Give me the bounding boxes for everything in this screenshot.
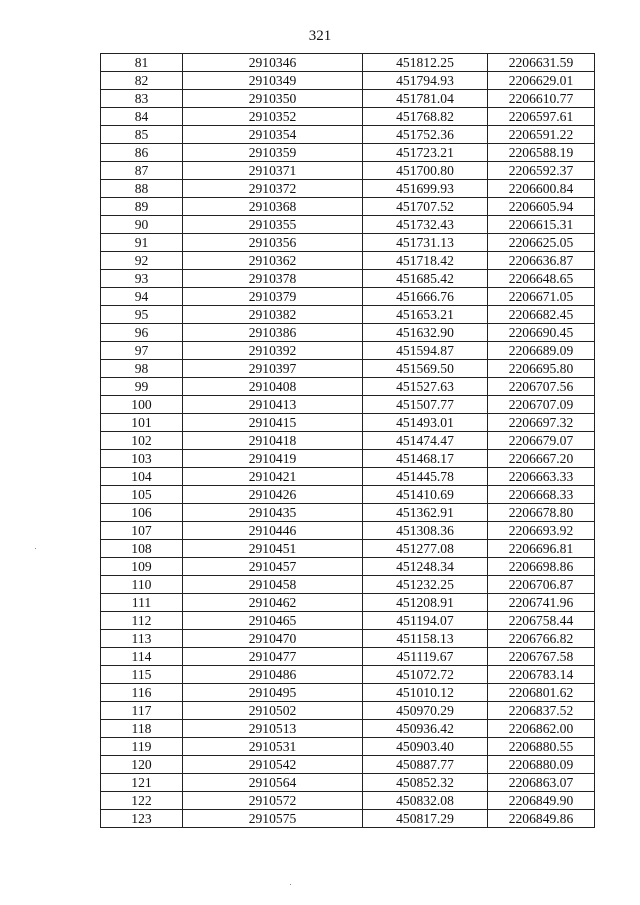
y-coordinate-cell: 2206697.32 — [488, 414, 595, 432]
table-row — [101, 396, 595, 414]
row-number-cell: 89 — [101, 198, 183, 216]
y-coordinate-cell: 2206707.09 — [488, 396, 595, 414]
point-id-cell: 2910355 — [183, 216, 363, 234]
y-coordinate-cell: 2206696.81 — [488, 540, 595, 558]
table-row — [101, 666, 595, 684]
row-number-cell: 99 — [101, 378, 183, 396]
coordinates-table-body — [101, 54, 595, 828]
row-number-cell: 111 — [101, 594, 183, 612]
y-coordinate-cell: 2206690.45 — [488, 324, 595, 342]
row-number-cell: 90 — [101, 216, 183, 234]
y-coordinate-cell: 2206591.22 — [488, 126, 595, 144]
y-coordinate-cell: 2206837.52 — [488, 702, 595, 720]
y-coordinate-cell: 2206706.87 — [488, 576, 595, 594]
x-coordinate-cell: 451781.04 — [363, 90, 488, 108]
x-coordinate-cell: 451010.12 — [363, 684, 488, 702]
table-row — [101, 288, 595, 306]
y-coordinate-cell: 2206758.44 — [488, 612, 595, 630]
y-coordinate-cell: 2206605.94 — [488, 198, 595, 216]
table-row — [101, 468, 595, 486]
y-coordinate-cell: 2206880.55 — [488, 738, 595, 756]
table-row — [101, 360, 595, 378]
point-id-cell: 2910408 — [183, 378, 363, 396]
table-row — [101, 576, 595, 594]
row-number-cell: 84 — [101, 108, 183, 126]
point-id-cell: 2910513 — [183, 720, 363, 738]
table-row — [101, 414, 595, 432]
x-coordinate-cell: 451158.13 — [363, 630, 488, 648]
table-row — [101, 378, 595, 396]
point-id-cell: 2910446 — [183, 522, 363, 540]
table-row — [101, 72, 595, 90]
table-row — [101, 774, 595, 792]
x-coordinate-cell: 451752.36 — [363, 126, 488, 144]
x-coordinate-cell: 450970.29 — [363, 702, 488, 720]
table-row — [101, 810, 595, 828]
point-id-cell: 2910470 — [183, 630, 363, 648]
y-coordinate-cell: 2206863.07 — [488, 774, 595, 792]
row-number-cell: 118 — [101, 720, 183, 738]
x-coordinate-cell: 451594.87 — [363, 342, 488, 360]
y-coordinate-cell: 2206671.05 — [488, 288, 595, 306]
x-coordinate-cell: 451474.47 — [363, 432, 488, 450]
scan-speck — [35, 548, 36, 549]
table-row — [101, 180, 595, 198]
row-number-cell: 85 — [101, 126, 183, 144]
x-coordinate-cell: 451362.91 — [363, 504, 488, 522]
point-id-cell: 2910421 — [183, 468, 363, 486]
row-number-cell: 121 — [101, 774, 183, 792]
row-number-cell: 104 — [101, 468, 183, 486]
row-number-cell: 101 — [101, 414, 183, 432]
row-number-cell: 103 — [101, 450, 183, 468]
point-id-cell: 2910426 — [183, 486, 363, 504]
x-coordinate-cell: 451768.82 — [363, 108, 488, 126]
x-coordinate-cell: 450817.29 — [363, 810, 488, 828]
point-id-cell: 2910346 — [183, 54, 363, 72]
table-row — [101, 306, 595, 324]
table-row — [101, 594, 595, 612]
y-coordinate-cell: 2206767.58 — [488, 648, 595, 666]
row-number-cell: 117 — [101, 702, 183, 720]
point-id-cell: 2910435 — [183, 504, 363, 522]
row-number-cell: 82 — [101, 72, 183, 90]
y-coordinate-cell: 2206679.07 — [488, 432, 595, 450]
x-coordinate-cell: 451718.42 — [363, 252, 488, 270]
point-id-cell: 2910415 — [183, 414, 363, 432]
x-coordinate-cell: 450903.40 — [363, 738, 488, 756]
y-coordinate-cell: 2206689.09 — [488, 342, 595, 360]
table-row — [101, 522, 595, 540]
x-coordinate-cell: 450887.77 — [363, 756, 488, 774]
x-coordinate-cell: 451707.52 — [363, 198, 488, 216]
table-row — [101, 108, 595, 126]
x-coordinate-cell: 451194.07 — [363, 612, 488, 630]
y-coordinate-cell: 2206615.31 — [488, 216, 595, 234]
point-id-cell: 2910386 — [183, 324, 363, 342]
row-number-cell: 120 — [101, 756, 183, 774]
row-number-cell: 109 — [101, 558, 183, 576]
x-coordinate-cell: 451732.43 — [363, 216, 488, 234]
point-id-cell: 2910502 — [183, 702, 363, 720]
point-id-cell: 2910372 — [183, 180, 363, 198]
x-coordinate-cell: 450936.42 — [363, 720, 488, 738]
point-id-cell: 2910451 — [183, 540, 363, 558]
table-row — [101, 702, 595, 720]
table-row — [101, 432, 595, 450]
x-coordinate-cell: 451277.08 — [363, 540, 488, 558]
row-number-cell: 83 — [101, 90, 183, 108]
point-id-cell: 2910379 — [183, 288, 363, 306]
table-row — [101, 324, 595, 342]
table-row — [101, 162, 595, 180]
row-number-cell: 106 — [101, 504, 183, 522]
table-row — [101, 540, 595, 558]
y-coordinate-cell: 2206849.90 — [488, 792, 595, 810]
y-coordinate-cell: 2206648.65 — [488, 270, 595, 288]
x-coordinate-cell: 451731.13 — [363, 234, 488, 252]
x-coordinate-cell: 451493.01 — [363, 414, 488, 432]
table-row — [101, 738, 595, 756]
x-coordinate-cell: 451632.90 — [363, 324, 488, 342]
y-coordinate-cell: 2206801.62 — [488, 684, 595, 702]
point-id-cell: 2910457 — [183, 558, 363, 576]
point-id-cell: 2910572 — [183, 792, 363, 810]
row-number-cell: 81 — [101, 54, 183, 72]
x-coordinate-cell: 451119.67 — [363, 648, 488, 666]
y-coordinate-cell: 2206597.61 — [488, 108, 595, 126]
x-coordinate-cell: 451794.93 — [363, 72, 488, 90]
y-coordinate-cell: 2206588.19 — [488, 144, 595, 162]
row-number-cell: 113 — [101, 630, 183, 648]
point-id-cell: 2910564 — [183, 774, 363, 792]
y-coordinate-cell: 2206695.80 — [488, 360, 595, 378]
coordinates-table — [100, 53, 595, 828]
x-coordinate-cell: 451569.50 — [363, 360, 488, 378]
row-number-cell: 110 — [101, 576, 183, 594]
y-coordinate-cell: 2206766.82 — [488, 630, 595, 648]
row-number-cell: 114 — [101, 648, 183, 666]
row-number-cell: 98 — [101, 360, 183, 378]
row-number-cell: 97 — [101, 342, 183, 360]
y-coordinate-cell: 2206668.33 — [488, 486, 595, 504]
row-number-cell: 100 — [101, 396, 183, 414]
x-coordinate-cell: 451507.77 — [363, 396, 488, 414]
table-row — [101, 216, 595, 234]
table-row — [101, 450, 595, 468]
row-number-cell: 107 — [101, 522, 183, 540]
x-coordinate-cell: 451700.80 — [363, 162, 488, 180]
table-row — [101, 630, 595, 648]
y-coordinate-cell: 2206880.09 — [488, 756, 595, 774]
row-number-cell: 119 — [101, 738, 183, 756]
table-row — [101, 252, 595, 270]
table-row — [101, 684, 595, 702]
y-coordinate-cell: 2206862.00 — [488, 720, 595, 738]
y-coordinate-cell: 2206610.77 — [488, 90, 595, 108]
row-number-cell: 96 — [101, 324, 183, 342]
row-number-cell: 105 — [101, 486, 183, 504]
x-coordinate-cell: 451527.63 — [363, 378, 488, 396]
point-id-cell: 2910378 — [183, 270, 363, 288]
scan-speck — [290, 884, 291, 885]
page-number: 321 — [308, 28, 332, 44]
point-id-cell: 2910575 — [183, 810, 363, 828]
y-coordinate-cell: 2206667.20 — [488, 450, 595, 468]
point-id-cell: 2910495 — [183, 684, 363, 702]
point-id-cell: 2910413 — [183, 396, 363, 414]
table-row — [101, 270, 595, 288]
row-number-cell: 88 — [101, 180, 183, 198]
y-coordinate-cell: 2206682.45 — [488, 306, 595, 324]
point-id-cell: 2910397 — [183, 360, 363, 378]
table-row — [101, 144, 595, 162]
point-id-cell: 2910354 — [183, 126, 363, 144]
point-id-cell: 2910392 — [183, 342, 363, 360]
point-id-cell: 2910419 — [183, 450, 363, 468]
table-row — [101, 720, 595, 738]
x-coordinate-cell: 451723.21 — [363, 144, 488, 162]
table-row — [101, 558, 595, 576]
table-row — [101, 198, 595, 216]
row-number-cell: 115 — [101, 666, 183, 684]
table-row — [101, 486, 595, 504]
x-coordinate-cell: 451208.91 — [363, 594, 488, 612]
y-coordinate-cell: 2206629.01 — [488, 72, 595, 90]
x-coordinate-cell: 451468.17 — [363, 450, 488, 468]
row-number-cell: 122 — [101, 792, 183, 810]
point-id-cell: 2910542 — [183, 756, 363, 774]
table-row — [101, 648, 595, 666]
table-row — [101, 126, 595, 144]
x-coordinate-cell: 450852.32 — [363, 774, 488, 792]
table-row — [101, 756, 595, 774]
row-number-cell: 95 — [101, 306, 183, 324]
y-coordinate-cell: 2206693.92 — [488, 522, 595, 540]
row-number-cell: 94 — [101, 288, 183, 306]
x-coordinate-cell: 451666.76 — [363, 288, 488, 306]
point-id-cell: 2910352 — [183, 108, 363, 126]
x-coordinate-cell: 451248.34 — [363, 558, 488, 576]
y-coordinate-cell: 2206625.05 — [488, 234, 595, 252]
x-coordinate-cell: 451410.69 — [363, 486, 488, 504]
x-coordinate-cell: 451699.93 — [363, 180, 488, 198]
table-row — [101, 90, 595, 108]
point-id-cell: 2910350 — [183, 90, 363, 108]
point-id-cell: 2910418 — [183, 432, 363, 450]
y-coordinate-cell: 2206592.37 — [488, 162, 595, 180]
row-number-cell: 86 — [101, 144, 183, 162]
x-coordinate-cell: 451653.21 — [363, 306, 488, 324]
row-number-cell: 123 — [101, 810, 183, 828]
x-coordinate-cell: 450832.08 — [363, 792, 488, 810]
y-coordinate-cell: 2206741.96 — [488, 594, 595, 612]
y-coordinate-cell: 2206678.80 — [488, 504, 595, 522]
y-coordinate-cell: 2206707.56 — [488, 378, 595, 396]
x-coordinate-cell: 451812.25 — [363, 54, 488, 72]
point-id-cell: 2910362 — [183, 252, 363, 270]
y-coordinate-cell: 2206849.86 — [488, 810, 595, 828]
point-id-cell: 2910368 — [183, 198, 363, 216]
table-row — [101, 234, 595, 252]
row-number-cell: 102 — [101, 432, 183, 450]
row-number-cell: 87 — [101, 162, 183, 180]
point-id-cell: 2910359 — [183, 144, 363, 162]
y-coordinate-cell: 2206783.14 — [488, 666, 595, 684]
x-coordinate-cell: 451072.72 — [363, 666, 488, 684]
point-id-cell: 2910462 — [183, 594, 363, 612]
point-id-cell: 2910356 — [183, 234, 363, 252]
point-id-cell: 2910382 — [183, 306, 363, 324]
point-id-cell: 2910458 — [183, 576, 363, 594]
x-coordinate-cell: 451445.78 — [363, 468, 488, 486]
point-id-cell: 2910531 — [183, 738, 363, 756]
point-id-cell: 2910371 — [183, 162, 363, 180]
row-number-cell: 116 — [101, 684, 183, 702]
row-number-cell: 91 — [101, 234, 183, 252]
point-id-cell: 2910465 — [183, 612, 363, 630]
table-row — [101, 54, 595, 72]
row-number-cell: 93 — [101, 270, 183, 288]
point-id-cell: 2910486 — [183, 666, 363, 684]
y-coordinate-cell: 2206698.86 — [488, 558, 595, 576]
table-row — [101, 342, 595, 360]
y-coordinate-cell: 2206663.33 — [488, 468, 595, 486]
point-id-cell: 2910349 — [183, 72, 363, 90]
y-coordinate-cell: 2206631.59 — [488, 54, 595, 72]
y-coordinate-cell: 2206600.84 — [488, 180, 595, 198]
table-row — [101, 792, 595, 810]
row-number-cell: 108 — [101, 540, 183, 558]
y-coordinate-cell: 2206636.87 — [488, 252, 595, 270]
x-coordinate-cell: 451308.36 — [363, 522, 488, 540]
row-number-cell: 112 — [101, 612, 183, 630]
table-row — [101, 612, 595, 630]
x-coordinate-cell: 451685.42 — [363, 270, 488, 288]
table-row — [101, 504, 595, 522]
row-number-cell: 92 — [101, 252, 183, 270]
x-coordinate-cell: 451232.25 — [363, 576, 488, 594]
point-id-cell: 2910477 — [183, 648, 363, 666]
